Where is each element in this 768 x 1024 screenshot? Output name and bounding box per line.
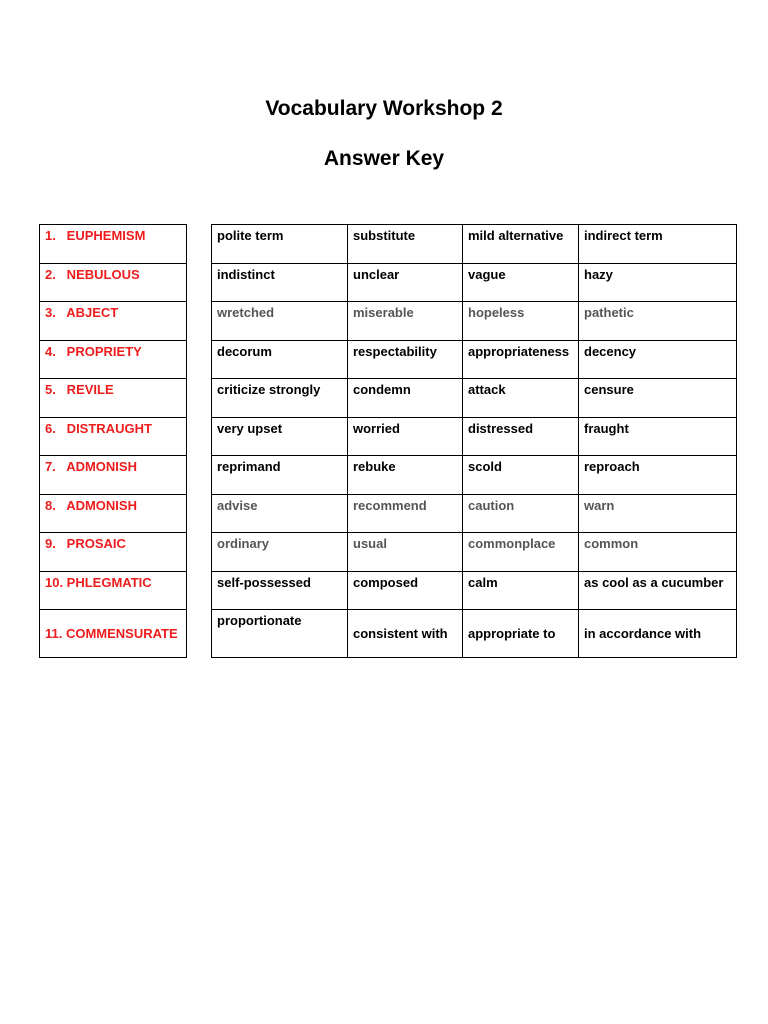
synonym-cell: as cool as a cucumber	[579, 571, 737, 610]
synonym-cell: pathetic	[579, 302, 737, 341]
vocab-word-cell: 8. ADMONISH	[40, 494, 187, 533]
synonym-cell: ordinary	[212, 533, 348, 572]
synonym-cell: reprimand	[212, 456, 348, 495]
vocab-word-cell: 4. PROPRIETY	[40, 340, 187, 379]
vocab-word-cell: 1. EUPHEMISM	[40, 225, 187, 264]
table-row	[212, 340, 737, 379]
table-row	[40, 417, 187, 456]
table-row	[40, 533, 187, 572]
table-row	[212, 379, 737, 418]
synonym-cell: reproach	[579, 456, 737, 495]
synonym-cell: indistinct	[212, 263, 348, 302]
synonym-cell: consistent with	[348, 610, 463, 658]
table-row	[40, 494, 187, 533]
synonym-cell: unclear	[348, 263, 463, 302]
synonym-cell: recommend	[348, 494, 463, 533]
table-row	[212, 533, 737, 572]
synonym-cell: vague	[463, 263, 579, 302]
synonym-cell: distressed	[463, 417, 579, 456]
synonym-cell: composed	[348, 571, 463, 610]
synonym-cell: commonplace	[463, 533, 579, 572]
page-subtitle: Answer Key	[323, 147, 445, 170]
vocab-word-cell: 6. DISTRAUGHT	[40, 417, 187, 456]
synonym-table	[211, 224, 737, 658]
table-row	[212, 456, 737, 495]
table-row	[40, 571, 187, 610]
page-title: Vocabulary Workshop 2	[265, 97, 503, 120]
synonym-cell: decorum	[212, 340, 348, 379]
synonym-cell: polite term	[212, 225, 348, 264]
vocab-word-cell: 3. ABJECT	[40, 302, 187, 341]
table-row	[40, 225, 187, 264]
vocab-word-cell: 9. PROSAIC	[40, 533, 187, 572]
vocab-word-cell: 10. PHLEGMATIC	[40, 571, 187, 610]
table-row	[212, 610, 737, 658]
synonym-cell: appropriate to	[463, 610, 579, 658]
synonym-cell: wretched	[212, 302, 348, 341]
synonym-cell: fraught	[579, 417, 737, 456]
vocab-word-cell: 2. NEBULOUS	[40, 263, 187, 302]
synonym-cell: condemn	[348, 379, 463, 418]
vocabulary-word-table	[39, 224, 187, 658]
synonym-cell: rebuke	[348, 456, 463, 495]
table-row	[212, 302, 737, 341]
synonym-cell: miserable	[348, 302, 463, 341]
synonym-cell: calm	[463, 571, 579, 610]
table-row	[212, 263, 737, 302]
synonym-cell: mild alternative	[463, 225, 579, 264]
vocab-word-cell: 7. ADMONISH	[40, 456, 187, 495]
synonym-cell: worried	[348, 417, 463, 456]
synonym-cell: scold	[463, 456, 579, 495]
synonym-cell: self-possessed	[212, 571, 348, 610]
vocab-word-cell: 5. REVILE	[40, 379, 187, 418]
table-row	[40, 610, 187, 658]
synonym-cell: in accordance with	[579, 610, 737, 658]
synonym-cell: caution	[463, 494, 579, 533]
table-row	[40, 263, 187, 302]
synonym-cell: attack	[463, 379, 579, 418]
synonym-cell: decency	[579, 340, 737, 379]
table-row	[212, 417, 737, 456]
synonym-cell: respectability	[348, 340, 463, 379]
synonym-cell: hopeless	[463, 302, 579, 341]
synonym-cell: warn	[579, 494, 737, 533]
table-row	[40, 379, 187, 418]
table-row	[212, 494, 737, 533]
synonym-cell: substitute	[348, 225, 463, 264]
synonym-cell: advise	[212, 494, 348, 533]
synonym-cell: indirect term	[579, 225, 737, 264]
table-row	[212, 225, 737, 264]
table-row	[40, 340, 187, 379]
synonym-cell: hazy	[579, 263, 737, 302]
synonym-cell: usual	[348, 533, 463, 572]
table-row	[40, 302, 187, 341]
synonym-cell: proportionate	[212, 610, 348, 658]
table-row	[40, 456, 187, 495]
synonym-cell: criticize strongly	[212, 379, 348, 418]
synonym-cell: common	[579, 533, 737, 572]
vocab-word-cell: 11. COMMENSURATE	[40, 610, 187, 658]
table-row	[212, 571, 737, 610]
synonym-cell: censure	[579, 379, 737, 418]
synonym-cell: very upset	[212, 417, 348, 456]
synonym-cell: appropriateness	[463, 340, 579, 379]
